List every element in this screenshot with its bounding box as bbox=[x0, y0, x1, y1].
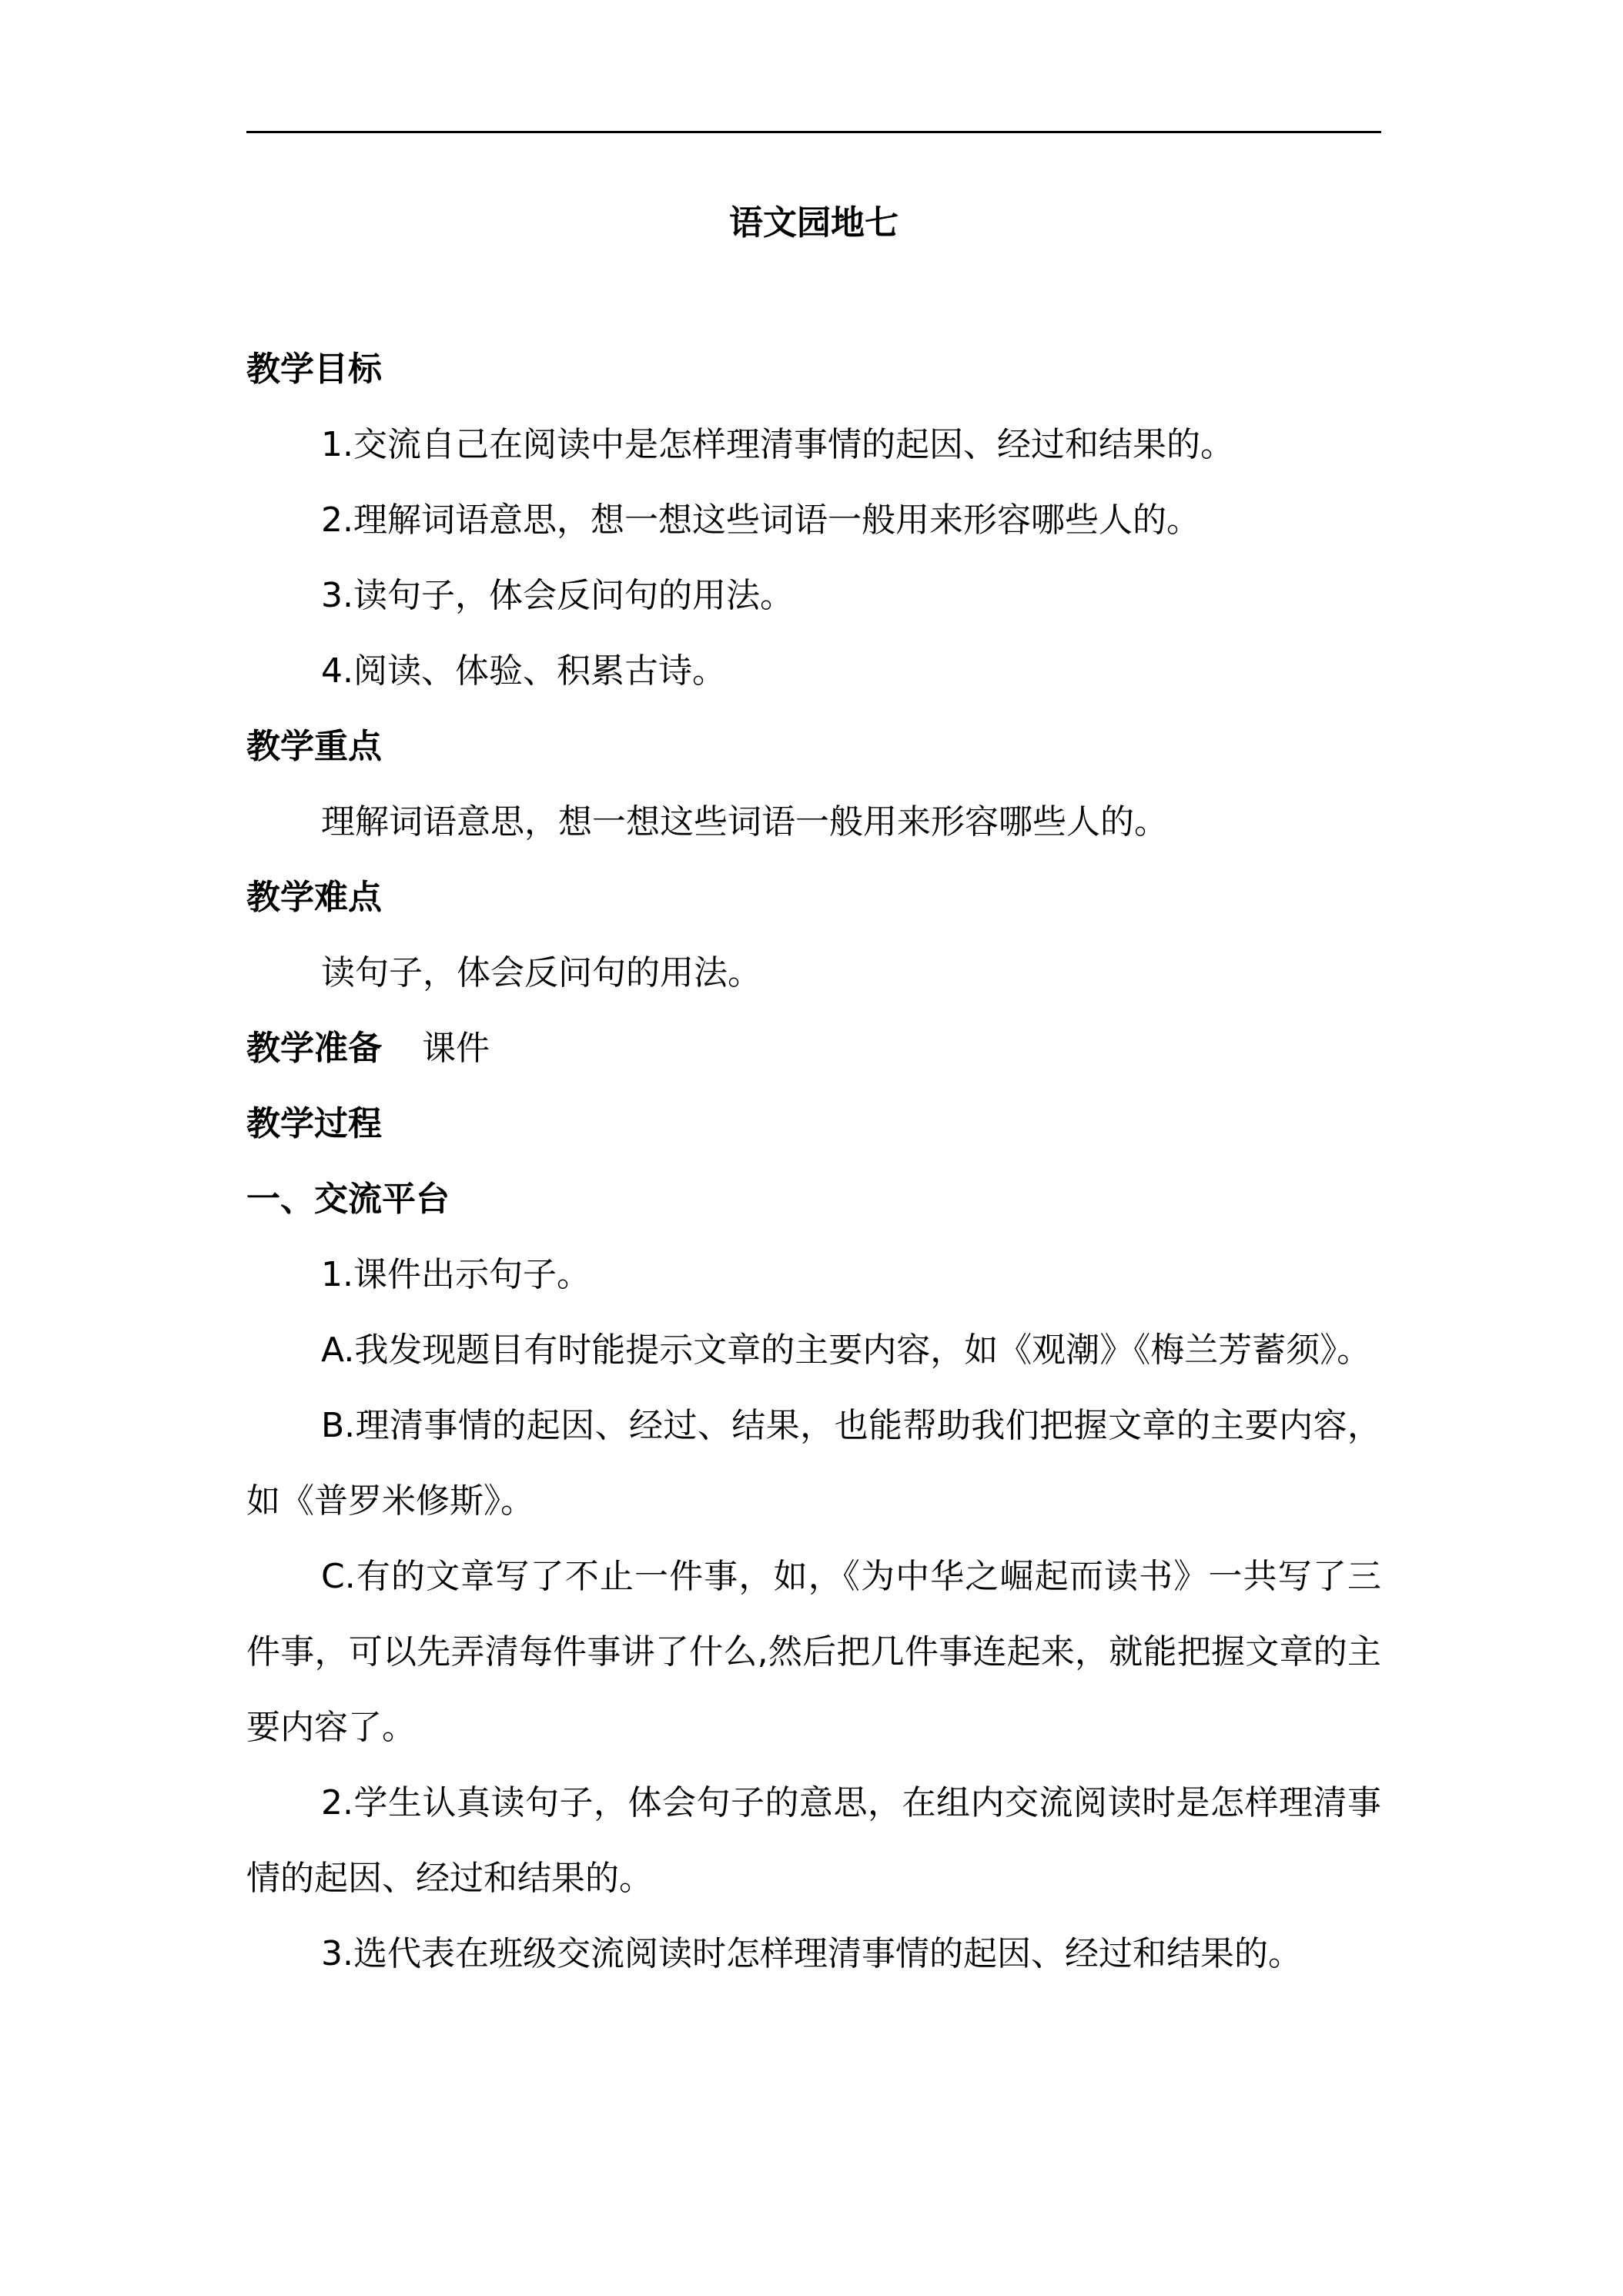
preparation-value: 课件 bbox=[422, 1029, 490, 1068]
preparation-heading: 教学准备 bbox=[246, 1029, 382, 1068]
step-2: 2.学生认真读句子，体会句子的意思，在组内交流阅读时是怎样理清事情的起因、经过和结果的。 bbox=[246, 1783, 1381, 1898]
header-rule bbox=[246, 131, 1381, 133]
sentence-b: B.理清事情的起因、经过、结果，也能帮助我们把握文章的主要内容，如《普罗米修斯》。 bbox=[246, 1406, 1381, 1521]
key-points-heading: 教学重点 bbox=[246, 727, 382, 766]
objective-item: 4.阅读、体验、积累古诗。 bbox=[321, 651, 726, 691]
step-3: 3.选代表在班级交流阅读时怎样理清事情的起因、经过和结果的。 bbox=[321, 1934, 1302, 1973]
difficulties-heading: 教学难点 bbox=[246, 878, 382, 917]
document-body bbox=[246, 332, 1381, 1992]
objective-item: 2.理解词语意思，想一想这些词语一般用来形容哪些人的。 bbox=[321, 500, 1200, 540]
objective-item: 1.交流自己在阅读中是怎样理清事情的起因、经过和结果的。 bbox=[321, 425, 1234, 464]
document-title: 语文园地七 bbox=[729, 203, 899, 243]
sentence-c: C.有的文章写了不止一件事，如，《为中华之崛起而读书》一共写了三件事，可以先弄清每件事讲了什么,然后把几件事连起来，就能把握文章的主要内容了。 bbox=[246, 1557, 1381, 1747]
process-heading: 教学过程 bbox=[246, 1104, 382, 1143]
preparation-row bbox=[246, 1011, 1381, 1086]
section-heading: 一、交流平台 bbox=[246, 1180, 450, 1219]
objective-item: 3.读句子，体会反问句的用法。 bbox=[321, 576, 794, 615]
difficulties-text: 读句子，体会反问句的用法。 bbox=[321, 953, 761, 992]
key-points-text: 理解词语意思，想一想这些词语一般用来形容哪些人的。 bbox=[321, 802, 1168, 842]
objectives-heading: 教学目标 bbox=[246, 350, 382, 389]
step-1: 1.课件出示句子。 bbox=[321, 1255, 591, 1294]
sentence-a: A.我发现题目有时能提示文章的主要内容，如《观潮》《梅兰芳蓄须》。 bbox=[321, 1330, 1371, 1370]
